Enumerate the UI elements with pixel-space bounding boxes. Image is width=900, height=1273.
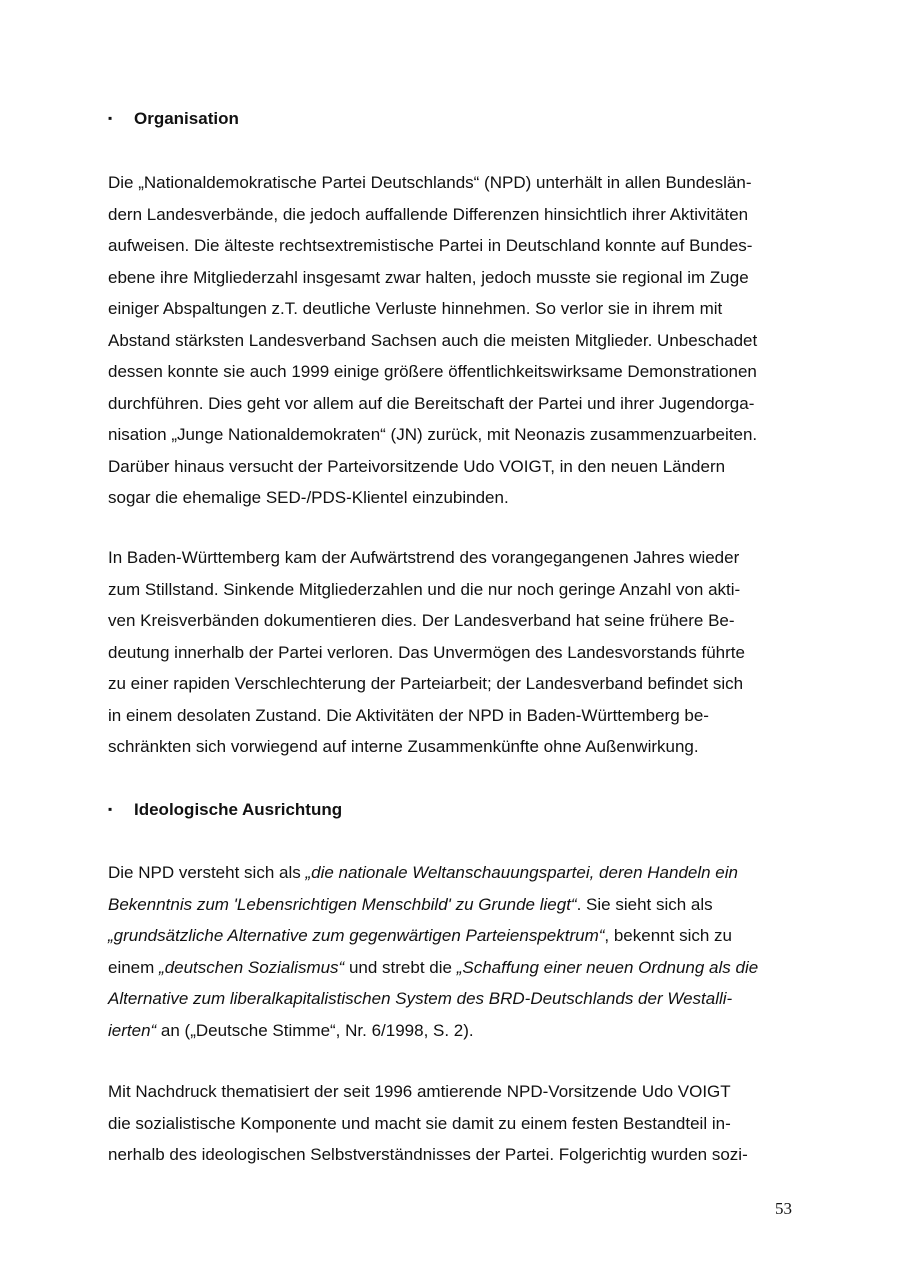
text-line: nisation „Junge Nationaldemokraten“ (JN) zurück, mit Neonazis zusammenzuarbeiten. [108, 425, 758, 444]
text-line [108, 952, 808, 984]
paragraph [108, 857, 808, 1046]
section-heading-text: Ideologische Ausrichtung [134, 800, 343, 819]
text-line: zum Stillstand. Sinkende Mitgliederzahlen und die nur noch geringe Anzahl von akti- [108, 579, 741, 599]
text-line [108, 889, 808, 921]
page-number: 53 [775, 1199, 792, 1218]
text-line: dern Landesverbände, die jedoch auffallende Differenzen hinsichtlich ihrer Aktivitäten [108, 204, 749, 224]
text-line: die sozialistische Komponente und macht sie damit zu einem festen Bestandteil in- [108, 1113, 731, 1133]
quote-run: „grundsätzliche Alternative zum gegenwärtigen Parteienspektrum“ [108, 926, 605, 945]
quote-run: „deutschen Sozialismus“ [159, 957, 345, 977]
text-line: In Baden-Württemberg kam der Aufwärtstrend des vorangegangenen Jahres wieder [108, 548, 740, 567]
text-line: deutung innerhalb der Partei verloren. Das Unvermögen des Landesvorstands führte [108, 642, 745, 662]
section-heading-organisation [108, 108, 239, 129]
text-line: dessen konnte sie auch 1999 einige größere öffentlichkeitswirksame Demonstrationen [108, 362, 757, 381]
text-line: Abstand stärksten Landesverband Sachsen auch die meisten Mitglieder. Unbeschadet [108, 330, 758, 350]
text-run: und strebt die [344, 957, 457, 977]
text-line: nerhalb des ideologischen Selbstverständnisses der Partei. Folgerichtig wurden sozi- [108, 1145, 748, 1164]
text-line: durchführen. Dies geht vor allem auf die Bereitschaft der Partei und ihrer Jugendorga- [108, 393, 755, 413]
text-run: , bekennt sich zu [604, 926, 732, 945]
text-line: aufweisen. Die älteste rechtsextremistische Partei in Deutschland konnte auf Bundes- [108, 236, 753, 255]
text-line: schränkten sich vorwiegend auf interne Zusammenkünfte ohne Außenwirkung. [108, 737, 699, 756]
paragraph [108, 1076, 808, 1171]
text-line: Die „Nationaldemokratische Partei Deutschlands“ (NPD) unterhält in allen Bundeslän- [108, 173, 752, 192]
text-line [108, 920, 808, 952]
quote-run: Bekenntnis zum 'Lebensrichtigen Menschbild' zu Grunde liegt“ [108, 894, 577, 914]
text-line: ebene ihre Mitgliederzahl insgesamt zwar halten, jedoch musste sie regional im Zuge [108, 267, 749, 287]
quote-run: „die nationale Weltanschauungspartei, deren Handeln ein [305, 863, 738, 882]
bullet-icon: ▪ [108, 802, 113, 816]
paragraph [108, 167, 808, 514]
text-line: einiger Abspaltungen z.T. deutliche Verluste hinnehmen. So verlor sie in ihrem mit [108, 299, 723, 318]
text-line: ven Kreisverbänden dokumentieren dies. Der Landesverband hat seine frühere Be- [108, 611, 735, 630]
paragraph [108, 542, 808, 763]
text-line: Darüber hinaus versucht der Parteivorsitzende Udo VOIGT, in den neuen Ländern [108, 456, 726, 476]
text-run: Die NPD versteht sich als [108, 863, 306, 882]
quote-run: ierten“ [108, 1020, 157, 1040]
text-run: . Sie sieht sich als [576, 894, 713, 914]
text-line: in einem desolaten Zustand. Die Aktivitäten der NPD in Baden-Württemberg be- [108, 705, 709, 725]
text-line: Mit Nachdruck thematisiert der seit 1996 amtierende NPD-Vorsitzende Udo VOIGT [108, 1082, 731, 1101]
section-heading-text: Organisation [134, 109, 239, 128]
text-run: einem [108, 957, 160, 977]
text-line: sogar die ehemalige SED-/PDS-Klientel einzubinden. [108, 488, 509, 507]
bullet-icon: ▪ [108, 111, 113, 125]
text-line [108, 857, 808, 889]
text-line: zu einer rapiden Verschlechterung der Parteiarbeit; der Landesverband befindet sich [108, 674, 744, 693]
text-run: an („Deutsche Stimme“, Nr. 6/1998, S. 2). [156, 1020, 474, 1040]
section-heading-ideologische-ausrichtung [108, 799, 342, 820]
quote-run: Alternative zum liberalkapitalistischen System des BRD-Deutschlands der Westalli- [108, 989, 733, 1008]
quote-run: „Schaffung einer neuen Ordnung als die [456, 957, 759, 977]
text-line [108, 1015, 808, 1047]
text-line [108, 983, 808, 1015]
